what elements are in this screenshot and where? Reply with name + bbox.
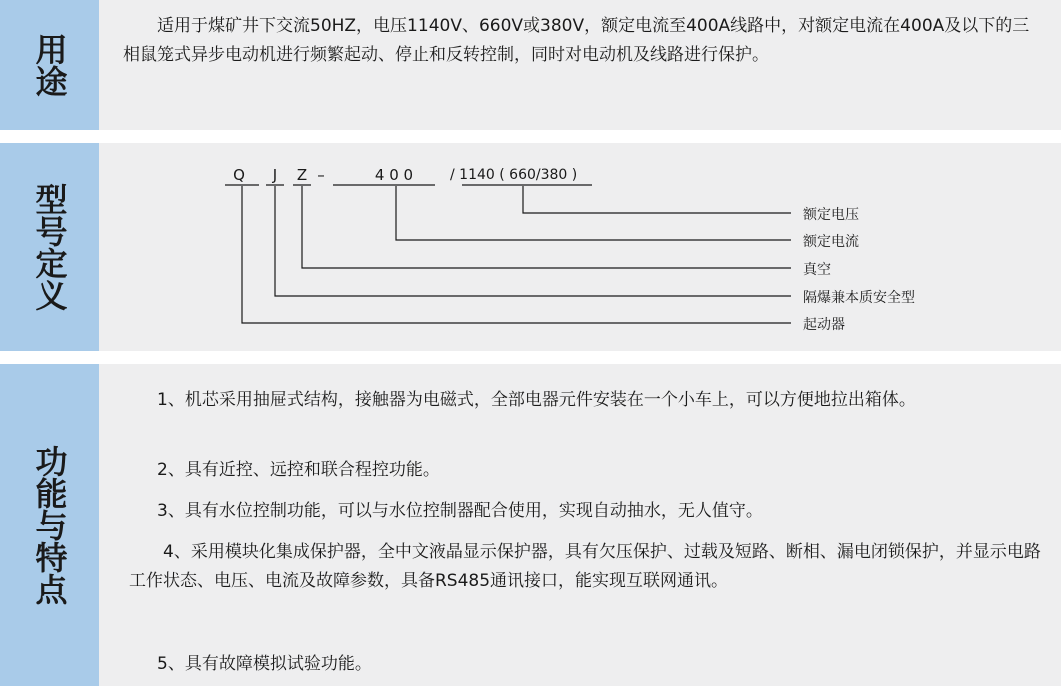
feature-item-1: 1、机芯采用抽屉式结构，接触器为电磁式，全部电器元件安装在一个小车上，可以方便地拉出箱体。: [157, 390, 916, 410]
model-body: [99, 143, 1061, 351]
feature-item-5: 5、具有故障模拟试验功能。: [157, 654, 372, 674]
model-label-vacuum: 真空: [803, 262, 831, 278]
model-code-q: Q: [233, 166, 245, 184]
usage-title-band: [0, 0, 99, 130]
model-label-rated-current: 额定电流: [803, 234, 859, 250]
features-body: [99, 364, 1061, 686]
model-code-z: Z: [296, 166, 308, 184]
model-code-current: 4 0 0: [374, 166, 414, 184]
leader-vacuum: [302, 186, 791, 268]
model-section: [0, 143, 1061, 351]
leader-voltage: [523, 186, 791, 213]
feature-item-3: 3、具有水位控制功能，可以与水位控制器配合使用，实现自动抽水，无人值守。: [157, 501, 763, 521]
feature-item-4: 4、采用模块化集成保护器，全中文液晶显示保护器，具有欠压保护、过载及短路、断相、漏电闭锁保护，并显示电路工作状态、电压、电流及故障参数，具备RS485通讯接口，能实现互联网通讯。: [129, 542, 1041, 591]
usage-section: [0, 0, 1061, 130]
usage-body: [99, 0, 1061, 130]
model-code-dash: –: [317, 166, 325, 184]
model-title: 型号定义: [30, 183, 69, 311]
model-label-explosion-proof: 隔爆兼本质安全型: [803, 290, 915, 306]
feature-item-2: 2、具有近控、远控和联合程控功能。: [157, 460, 440, 480]
features-title-band: [0, 364, 99, 686]
leader-explosion-proof: [275, 186, 791, 296]
model-diagram: [99, 143, 1061, 351]
model-label-starter: 起动器: [803, 317, 845, 333]
leader-starter: [242, 186, 791, 323]
model-code-j: J: [272, 166, 278, 184]
features-title: 功能与特点: [30, 445, 69, 605]
usage-title: 用途: [30, 33, 69, 97]
model-title-band: [0, 143, 99, 351]
features-section: [0, 364, 1061, 686]
model-code-voltage: / 1140 ( 660/380 ): [450, 167, 578, 183]
usage-text: 适用于煤矿井下交流50HZ，电压1140V、660V或380V，额定电流至400A线路中，对额定电流在400A及以下的三相鼠笼式异步电动机进行频繁起动、停止和反转控制，同时对电动机及线路进行保护。: [123, 16, 1030, 65]
model-label-rated-voltage: 额定电压: [803, 207, 859, 223]
